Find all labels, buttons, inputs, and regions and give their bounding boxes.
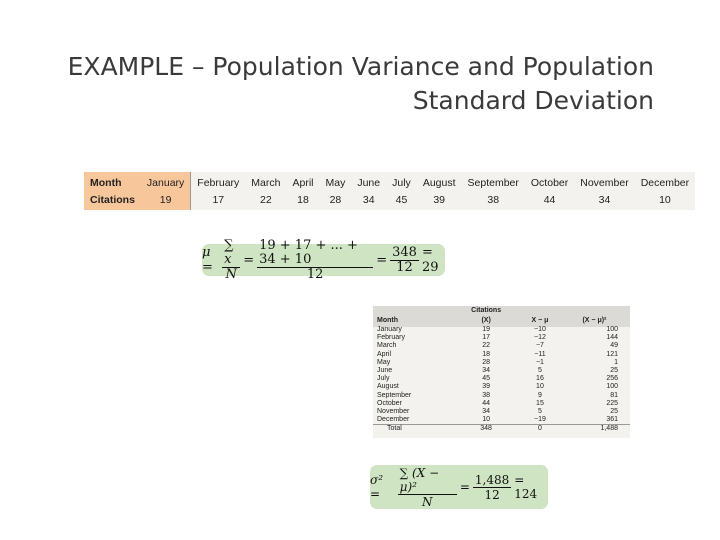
row-deviation: 15 <box>536 399 544 407</box>
deviation-table <box>373 306 630 434</box>
citation-cell: 28 <box>329 193 342 206</box>
deviation-table-row <box>373 334 630 342</box>
mean-total-denominator: 12 <box>396 259 413 275</box>
variance-equals-1: = <box>459 480 470 494</box>
month-cell: June <box>357 176 381 189</box>
slide-title-line-2: Standard Deviation <box>412 86 654 115</box>
citation-cell: 19 <box>141 191 191 210</box>
month-cell: July <box>392 176 411 189</box>
mean-numerator: x <box>224 251 232 267</box>
variance-lhs: σ² = <box>370 473 384 501</box>
mean-symbolic-fraction <box>222 239 240 282</box>
deviation-table-row <box>373 359 630 367</box>
row-deviation: 9 <box>537 391 542 399</box>
header-squared-deviation: (X − μ)² <box>582 317 607 324</box>
variance-numerator: (X − μ)² <box>399 465 440 494</box>
row-squared: 225 <box>606 399 618 407</box>
citation-cell: 34 <box>598 193 611 206</box>
deviation-table-row <box>373 400 630 408</box>
month-cell: December <box>640 176 690 189</box>
citation-cell: 34 <box>362 193 375 206</box>
variance-result: = 124 <box>514 473 538 501</box>
row-month: June <box>377 367 393 375</box>
citations-header: Citations <box>84 191 141 210</box>
deviation-table-header <box>373 306 630 326</box>
row-month: February <box>377 334 406 342</box>
row-deviation: 5 <box>537 367 542 375</box>
row-citations: 34 <box>482 367 491 375</box>
month-row <box>84 172 695 191</box>
deviation-table-row <box>373 383 630 391</box>
row-squared: 49 <box>610 342 618 350</box>
deviation-table-row <box>373 416 630 425</box>
mean-lhs: μ = <box>202 245 213 275</box>
citation-cell: 10 <box>659 193 671 206</box>
variance-value-numerator: 1,488 <box>474 472 510 487</box>
slide-title-line-1: EXAMPLE – Population Variance and Population <box>67 52 654 81</box>
month-header: Month <box>84 172 141 191</box>
row-deviation: −12 <box>534 334 546 342</box>
row-squared: 1 <box>614 358 618 366</box>
deviation-table-row <box>373 342 630 350</box>
month-cell: September <box>467 176 519 189</box>
row-citations: 28 <box>482 358 491 366</box>
row-deviation: 16 <box>536 375 544 383</box>
population-mean-formula <box>202 237 445 282</box>
citation-cell: 22 <box>260 193 272 206</box>
mean-expanded-numerator: 19 + 17 + ... + 34 + 10 <box>257 239 373 268</box>
deviation-table-body <box>373 326 630 425</box>
citation-cell: 17 <box>212 193 225 206</box>
row-squared: 256 <box>606 375 618 383</box>
row-squared: 81 <box>610 391 618 399</box>
month-cell: March <box>251 176 281 189</box>
row-squared: 361 <box>606 416 618 424</box>
variance-value-fraction <box>473 473 511 502</box>
row-citations: 44 <box>482 399 491 407</box>
mean-expanded-fraction <box>257 239 373 282</box>
row-month: January <box>377 326 402 333</box>
row-month: March <box>377 342 397 350</box>
header-citations: Citations (X) <box>471 307 502 324</box>
row-squared: 100 <box>606 383 618 391</box>
total-label: Total <box>373 425 459 434</box>
deviation-table-row <box>373 375 630 383</box>
month-cell: May <box>325 176 346 189</box>
row-citations: 34 <box>482 408 491 416</box>
row-month: October <box>377 399 402 407</box>
month-cell: August <box>422 176 456 189</box>
deviation-table-row <box>373 326 630 334</box>
deviation-table-row <box>373 408 630 416</box>
citation-cell: 45 <box>395 193 408 206</box>
row-squared: 100 <box>606 326 618 333</box>
citation-cell: 44 <box>543 193 556 206</box>
row-citations: 19 <box>482 326 491 333</box>
total-squared: 1,488 <box>567 425 630 434</box>
row-month: April <box>377 350 392 358</box>
row-citations: 10 <box>482 416 491 424</box>
row-month: August <box>377 383 399 391</box>
mean-total-fraction <box>390 246 419 275</box>
row-deviation: −1 <box>535 358 544 366</box>
monthly-citations-table <box>84 172 695 210</box>
row-citations: 38 <box>482 391 491 399</box>
variance-symbolic-fraction <box>398 466 457 509</box>
sum-symbol: ∑ <box>224 237 234 253</box>
row-month: July <box>377 375 390 383</box>
variance-value-denominator: 12 <box>484 487 500 502</box>
row-citations: 22 <box>482 342 491 350</box>
mean-total-numerator: 348 <box>392 244 417 260</box>
citation-cell: 39 <box>433 193 445 206</box>
slide-title <box>60 50 654 118</box>
row-month: May <box>377 358 391 366</box>
mean-equals-1: = <box>243 252 255 268</box>
row-month: November <box>377 408 410 416</box>
row-deviation: −19 <box>534 416 546 424</box>
mean-equals-2: = <box>376 252 388 268</box>
row-deviation: −7 <box>535 342 544 350</box>
row-deviation: −11 <box>534 350 546 358</box>
month-cell: February <box>197 176 240 189</box>
mean-denominator: N <box>225 266 237 282</box>
deviation-total-row <box>373 425 630 434</box>
row-citations: 18 <box>482 350 491 358</box>
deviation-table-row <box>373 367 630 375</box>
row-month: December <box>377 416 410 424</box>
header-deviation: X − μ <box>531 317 549 324</box>
row-deviation: −10 <box>534 326 546 333</box>
row-deviation: 5 <box>537 408 542 416</box>
variance-sum-symbol: ∑ <box>399 465 409 480</box>
deviation-table-row <box>373 392 630 400</box>
total-citations: 348 <box>459 425 513 434</box>
row-citations: 17 <box>482 334 491 342</box>
row-squared: 144 <box>606 334 618 342</box>
deviation-table-row <box>373 351 630 359</box>
month-cell: November <box>580 176 629 189</box>
population-variance-formula <box>370 465 548 509</box>
row-squared: 121 <box>606 350 618 358</box>
row-citations: 39 <box>482 383 491 391</box>
citation-cell: 38 <box>487 193 500 206</box>
month-cell: April <box>292 176 314 189</box>
header-month: Month <box>377 317 398 324</box>
month-cell: October <box>530 176 569 189</box>
citation-cell: 18 <box>297 193 309 206</box>
total-deviation: 0 <box>513 425 567 434</box>
row-citations: 45 <box>482 375 491 383</box>
row-month: September <box>377 391 412 399</box>
row-deviation: 10 <box>536 383 544 391</box>
mean-result: = 29 <box>421 245 439 275</box>
deviation-table-panel <box>373 306 630 438</box>
mean-expanded-denominator: 12 <box>306 266 324 282</box>
row-squared: 25 <box>610 367 618 375</box>
variance-denominator: N <box>422 494 433 509</box>
month-cell: January <box>141 172 191 191</box>
citations-row <box>84 191 695 210</box>
row-squared: 25 <box>610 408 618 416</box>
